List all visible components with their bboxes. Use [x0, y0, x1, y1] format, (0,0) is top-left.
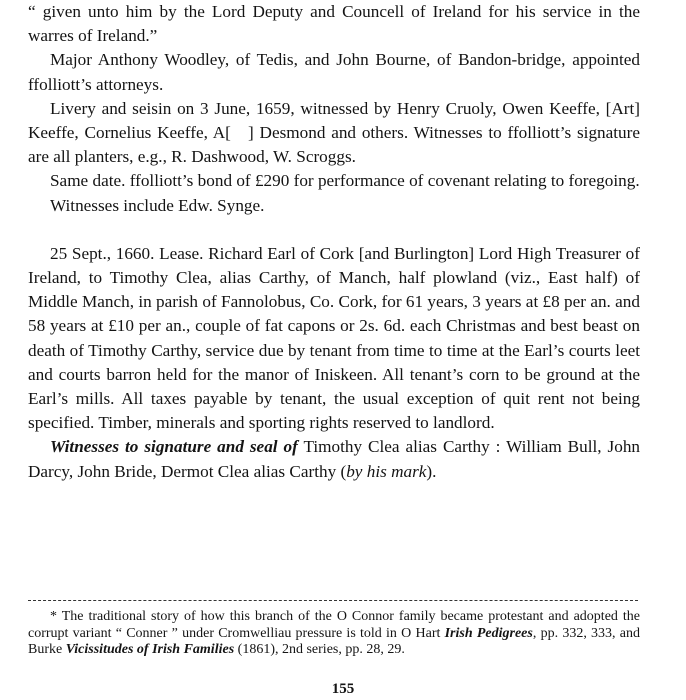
segment-bold-italic: Vicissitudes of Irish Families: [65, 642, 235, 657]
paragraph-gap: [28, 218, 640, 242]
paragraph-witnesses-synge: [28, 194, 640, 218]
paragraph-witnesses-lease: [28, 435, 640, 483]
segment: Same date. ffolliott’s bond of £290 for performance of covenant relating to foregoing.: [50, 171, 640, 191]
segment-bold-italic: Irish Pedigrees: [444, 625, 533, 641]
segment-italic: by his mark: [346, 461, 427, 481]
footnote: [28, 609, 640, 659]
segment-bold-italic: Witnesses to signature and seal of: [50, 437, 298, 457]
paragraph-quote-continuation: [28, 0, 640, 48]
segment: ).: [426, 461, 437, 481]
segment: Witnesses include Edw. Synge.: [50, 195, 265, 215]
footnote-marker: *: [50, 609, 57, 624]
paragraph-attorneys: [28, 48, 640, 96]
paragraph-bond: [28, 169, 640, 193]
segment: (1861), 2nd series, pp. 28, 29.: [234, 642, 405, 657]
segment: “ given unto him by the Lord Deputy and Councell of Ireland for his service in the warres of Ireland.”: [28, 2, 640, 46]
segment: The traditional story of how this branch of the O Connor family became protestant and adopted the corrupt variant “ Conner ” under Cromwelliau pressure is told in O Hart: [28, 609, 641, 641]
footnote-separator-rule: [28, 600, 638, 601]
segment: Timothy Clea alias Carthy : William Bull, John Darcy, John Bride, Dermot Clea alias Carthy (: [28, 437, 641, 481]
paragraph-lease-1660: [28, 242, 640, 436]
segment: , pp. 332, 333, and Burke: [28, 625, 640, 657]
segment: Major Anthony Woodley, of Tedis, and John Bourne, of Bandon-bridge, appointed ffolliott’s attorneys.: [28, 50, 640, 94]
paragraph-livery-seisin: [28, 97, 640, 170]
body-text: [28, 0, 640, 484]
segment: Livery and seisin on 3 June, 1659, witnessed by Henry Cruoly, Owen Keeffe, [Art] Keeffe, Cornelius Keeffe, A[ ] Desmond and others. Witnesses to ffolliott’s signature are all planters, e.g., R. Dashwood, W. Scroggs.: [28, 98, 640, 167]
segment: 25 Sept., 1660. Lease. Richard Earl of Cork [and Burlington] Lord High Treasurer of Ireland, to Timothy Clea, alias Carthy, of Manch, half plowland (viz., East half) of Middle Manch, in parish of Fannolobus, Co. Cork, for 61 years, 3 years at £8 per an. and 58 years at £10 per an., couple of fat capons or 2s. 6d. each Christmas and best beast on death of Timothy Carthy, service due by tenant from time to time at the Earl’s courts leet and courts barron held for the manor of Iniskeen. All tenant’s corn to be ground at the Earl’s mills. All taxes payable by tenant, the usual exception of quit rent not being specified. Timber, minerals and sporting rights reserved to landlord.: [28, 243, 640, 433]
page-number: 155: [331, 681, 355, 697]
footnote-paragraph: [28, 609, 640, 659]
document-page: [28, 0, 640, 484]
